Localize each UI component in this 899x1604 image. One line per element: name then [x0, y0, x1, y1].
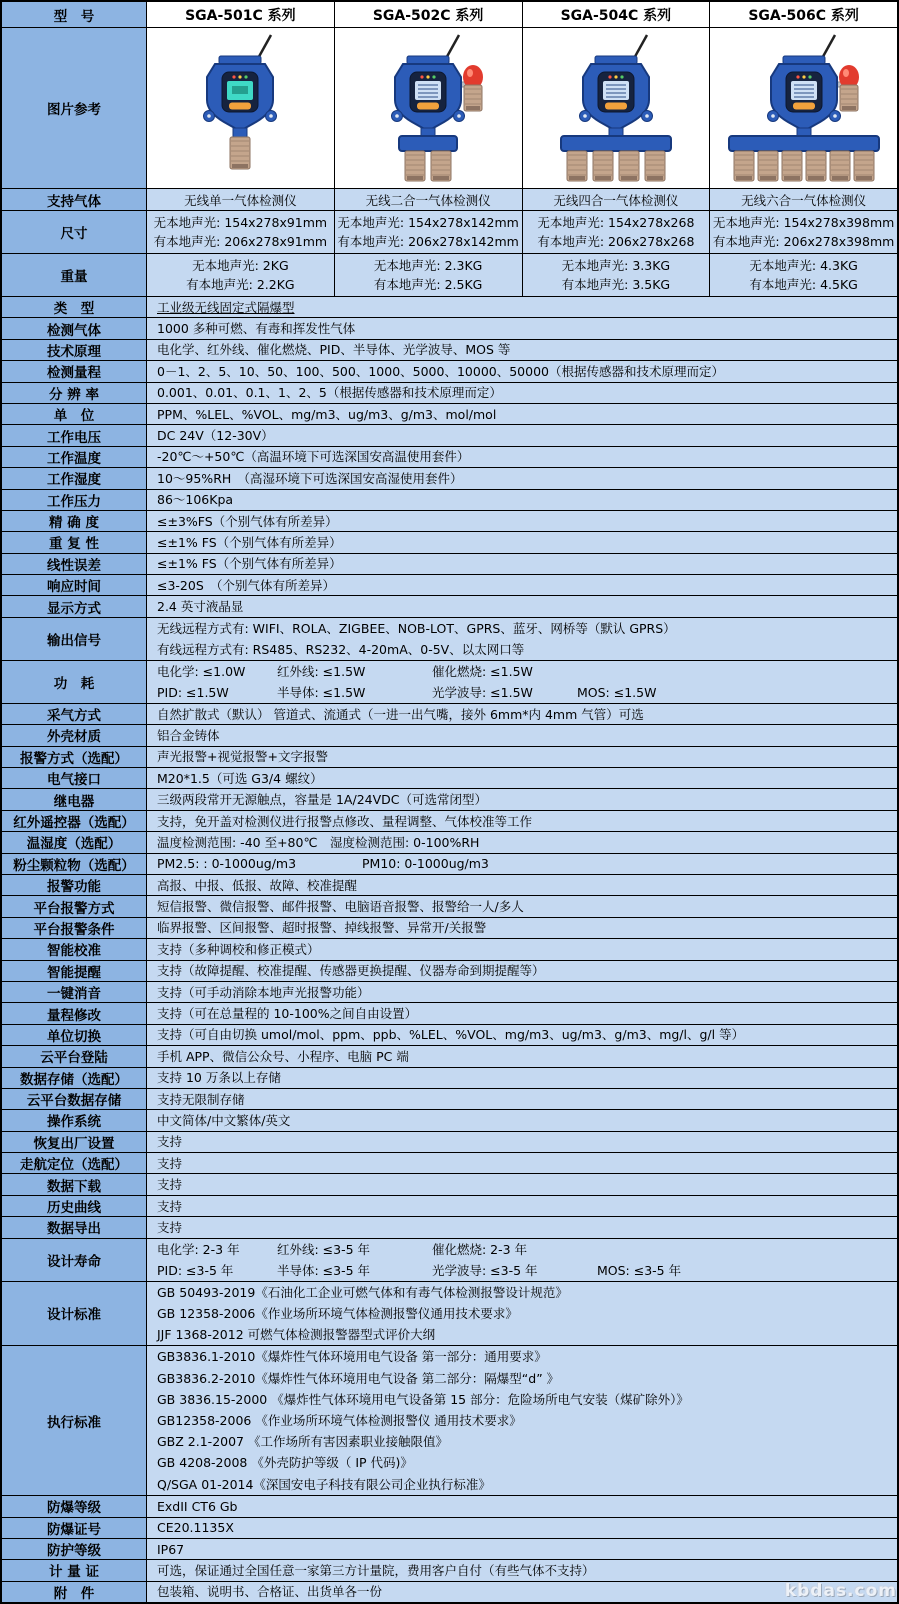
- value-text: M20*1.5（可选 G3/4 螺纹）: [157, 770, 323, 786]
- value-cell: [335, 254, 523, 296]
- row-label: 红外遥控器（选配）: [2, 811, 147, 831]
- value-grid-item: 电化学: ≤1.0W: [157, 663, 246, 679]
- header-row: [2, 2, 897, 27]
- value-text: 支持，免开盖对检测仪进行报警点修改、量程调整、气体校准等工作: [157, 813, 533, 829]
- row-label: 数据导出: [2, 1217, 147, 1237]
- value-text: 自然扩散式（默认） 管道式、流通式（一进一出气嘴，接外 6mm*内 4mm 气管）可选: [157, 706, 644, 722]
- value-cell: [523, 254, 711, 296]
- spec-row: [2, 895, 897, 916]
- spec-row: [2, 210, 897, 253]
- value-text: 支持: [157, 1134, 183, 1150]
- row-label: 外壳材质: [2, 725, 147, 745]
- row-label: 智能提醒: [2, 961, 147, 981]
- row-label: 走航定位（选配）: [2, 1153, 147, 1173]
- value-cell: [147, 254, 335, 296]
- value-text: 10～95%RH （高湿环境下可选深国安高湿使用套件）: [157, 470, 463, 486]
- value-cell: [335, 211, 523, 253]
- spec-row: [2, 1045, 897, 1066]
- watermark: kbdas.com: [784, 1581, 897, 1602]
- value-text: 手机 APP、微信公众号、小程序、电脑 PC 端: [157, 1048, 409, 1064]
- row-label: 报警功能: [2, 875, 147, 895]
- value-text: 声光报警+视觉报警+文字报警: [157, 749, 328, 765]
- row-label: 操作系统: [2, 1110, 147, 1130]
- value-cell: [147, 189, 335, 210]
- header-model-label: 型 号: [2, 2, 147, 27]
- model-header-0: SGA-501C 系列: [147, 2, 335, 27]
- value-cell: [147, 1346, 897, 1495]
- value-cell: [147, 318, 897, 338]
- value-cell: [147, 725, 897, 745]
- row-label: 云平台登陆: [2, 1046, 147, 1066]
- spec-row: [2, 382, 897, 403]
- value-cell: [147, 789, 897, 809]
- value-cell: [147, 361, 897, 381]
- row-label: 量程修改: [2, 1003, 147, 1023]
- value-line: 有本地声光: 2.2KG: [186, 277, 295, 292]
- value-grid-item: 催化燃烧: ≤1.5W: [432, 663, 533, 679]
- row-label: 显示方式: [2, 596, 147, 616]
- value-line: GB3836.1-2010《爆炸性气体环境用电气设备 第一部分：通用要求》: [157, 1349, 547, 1365]
- model-header-2: SGA-504C 系列: [523, 2, 711, 27]
- value-cell: [523, 211, 711, 253]
- value-cell: [147, 854, 897, 874]
- spec-row: [2, 703, 897, 724]
- spec-row: [2, 788, 897, 809]
- row-label: 历史曲线: [2, 1196, 147, 1216]
- value-line: 有本地声光: 3.5KG: [561, 277, 671, 292]
- value-cell: [710, 254, 897, 296]
- spec-row: [2, 746, 897, 767]
- value-cell: [147, 618, 897, 660]
- value-text: 86～106Kpa: [157, 492, 234, 508]
- spec-row: [2, 1152, 897, 1173]
- value-cell: [147, 896, 897, 916]
- value-text: ≤±1% FS（个别气体有所差异）: [157, 556, 342, 572]
- value-line: 有线远程方式有: RS485、RS232、4-20mA、0-5V、以太网口等: [157, 641, 525, 657]
- value-grid-item: PM10: 0-1000ug/m3: [362, 856, 489, 872]
- row-label: 一键消音: [2, 982, 147, 1002]
- value-cell: [147, 661, 897, 703]
- value-line: 无线四合一气体检测仪: [553, 193, 679, 208]
- value-text: PPM、%LEL、%VOL、mg/m3、ug/m3、g/m3、mol/mol: [157, 406, 497, 422]
- value-text: 支持 10 万条以上存储: [157, 1070, 281, 1086]
- value-grid-line: [157, 682, 893, 703]
- value-grid-item: 红外线: ≤3-5 年: [277, 1241, 371, 1257]
- row-label: 执行标准: [2, 1346, 147, 1495]
- value-line: 无本地声光: 154x278x142mm: [337, 215, 519, 230]
- row-label: 单 位: [2, 404, 147, 424]
- value-line: 无本地声光: 4.3KG: [749, 258, 858, 273]
- image-row-label: 图片参考: [2, 28, 147, 188]
- value-line: 无本地声光: 154x278x268: [537, 215, 695, 230]
- spec-row: [2, 724, 897, 745]
- value-text: 0－1、2、5、10、50、100、500、1000、5000、10000、50000（根据传感器和技术原理而定）: [157, 363, 724, 379]
- value-text: 高报、中报、低报、故障、校准提醒: [157, 877, 358, 893]
- model-header-1: SGA-502C 系列: [335, 2, 523, 27]
- value-line: Q/SGA 01-2014《深国安电子科技有限公司企业执行标准》: [157, 1476, 491, 1492]
- value-grid-item: MOS: ≤1.5W: [577, 684, 657, 700]
- spec-row: [2, 1173, 897, 1194]
- spec-row: [2, 424, 897, 445]
- value-cell: [147, 1110, 897, 1130]
- value-line: 有本地声光: 2.5KG: [373, 277, 483, 292]
- value-text: 三级两段常开无源触点，容量是 1A/24VDC（可选常闭型）: [157, 792, 487, 808]
- value-line: GB 3836.15-2000 《爆炸性气体环境用电气设备第 15 部分：危险场所电气安装（煤矿除外）》: [157, 1391, 689, 1407]
- value-text: CE20.1135X: [157, 1520, 234, 1536]
- value-text: 支持（故障提醒、校准提醒、传感器更换提醒、仪器寿命到期提醒等）: [157, 963, 545, 979]
- value-cell: [147, 939, 897, 959]
- spec-row: [2, 981, 897, 1002]
- value-cell: [147, 918, 897, 938]
- value-text: 支持: [157, 1198, 183, 1214]
- spec-row: [2, 531, 897, 552]
- row-label: 智能校准: [2, 939, 147, 959]
- value-cell: [523, 189, 711, 210]
- spec-row: [2, 1345, 897, 1495]
- value-line: 无线六合一气体检测仪: [741, 193, 867, 208]
- value-cell: [147, 596, 897, 616]
- value-line: 无本地声光: 154x278x398mm: [712, 215, 895, 230]
- value-cell: [147, 211, 335, 253]
- spec-row: [2, 188, 897, 210]
- row-label: 类 型: [2, 297, 147, 317]
- value-cell: [147, 768, 897, 788]
- spec-row: [2, 1281, 897, 1346]
- value-line: GBZ 2.1-2007 《工作场所有害因素职业接触限值》: [157, 1434, 448, 1450]
- row-label: 检测气体: [2, 318, 147, 338]
- row-label: 工作温度: [2, 447, 147, 467]
- value-line: 无本地声光: 3.3KG: [561, 258, 671, 273]
- spec-row: [2, 510, 897, 531]
- row-label: 平台报警条件: [2, 918, 147, 938]
- value-line: GB 50493-2019《石油化工企业可燃气体和有毒气体检测报警设计规范》: [157, 1284, 568, 1300]
- value-cell: [147, 404, 897, 424]
- value-text: 临界报警、区间报警、超时报警、掉线报警、异常开/关报警: [157, 920, 487, 936]
- sga-504c-detector-image-cell: [523, 28, 711, 188]
- spec-row: [2, 810, 897, 831]
- value-cell: [147, 1496, 897, 1516]
- value-text: 中文简体/中文繁体/英文: [157, 1112, 291, 1128]
- value-cell: [147, 511, 897, 531]
- value-text: 1000 多种可燃、有毒和挥发性气体: [157, 321, 356, 337]
- value-text: 温度检测范围: -40 至+80℃ 湿度检测范围: 0-100%RH: [157, 834, 480, 850]
- value-text: 支持: [157, 1177, 183, 1193]
- value-text: 铝合金铸体: [157, 727, 220, 743]
- value-line: GB 4208-2008 《外壳防护等级（ IP 代码)》: [157, 1455, 413, 1471]
- row-label: 防爆证号: [2, 1518, 147, 1538]
- value-grid-line: [157, 1260, 893, 1281]
- row-label: 防爆等级: [2, 1496, 147, 1516]
- row-label: 单位切换: [2, 1025, 147, 1045]
- row-label: 工作压力: [2, 490, 147, 510]
- spec-row: [2, 1067, 897, 1088]
- value-text: 工业级无线固定式隔爆型: [157, 299, 295, 315]
- row-label: 支持气体: [2, 189, 147, 210]
- spec-row: [2, 1002, 897, 1023]
- spec-row: [2, 339, 897, 360]
- spec-row: [2, 253, 897, 296]
- value-line: 无线二合一气体检测仪: [365, 193, 491, 208]
- value-cell: [147, 747, 897, 767]
- value-grid-line: [157, 661, 893, 682]
- value-grid-item: PID: ≤3-5 年: [157, 1262, 234, 1278]
- value-grid-item: [597, 1239, 893, 1260]
- value-line: 有本地声光: 206x278x398mm: [712, 234, 895, 249]
- row-label: 采气方式: [2, 704, 147, 724]
- value-text: 可选，保证通过全国任意一家第三方计量院，费用客户自付（有些气体不支持）: [157, 1563, 595, 1578]
- value-line: 无本地声光: 154x278x91mm: [153, 215, 328, 230]
- row-label: 工作湿度: [2, 468, 147, 488]
- row-label: 功 耗: [2, 661, 147, 703]
- value-line: 有本地声光: 206x278x268: [537, 234, 695, 249]
- row-label: 重 复 性: [2, 532, 147, 552]
- sga-502c-detector-image: [335, 32, 521, 185]
- spec-row: [2, 553, 897, 574]
- value-cell: [147, 340, 897, 360]
- value-grid-item: 半导体: ≤3-5 年: [277, 1262, 371, 1278]
- value-line: GB3836.2-2010《爆炸性气体环境用电气设备 第二部分：隔爆型“d” 》: [157, 1370, 560, 1386]
- value-cell: [147, 1282, 897, 1346]
- value-cell: [147, 468, 897, 488]
- spec-row: [2, 1495, 897, 1516]
- value-cell: [710, 211, 897, 253]
- value-grid-item: 催化燃烧: 2-3 年: [432, 1241, 528, 1257]
- value-cell: [147, 425, 897, 445]
- spec-row: [2, 467, 897, 488]
- row-label: 继电器: [2, 789, 147, 809]
- image-row: [2, 27, 897, 188]
- spec-row: [2, 1216, 897, 1237]
- value-grid-item: PM2.5: : 0-1000ug/m3: [157, 856, 297, 872]
- value-line: 无线单一气体检测仪: [184, 193, 297, 208]
- value-text: 支持（多种调校和修正模式）: [157, 941, 320, 957]
- value-cell: [335, 189, 523, 210]
- value-line: 无线远程方式有: WIFI、ROLA、ZIGBEE、NOB-LOT、GPRS、蓝牙、网桥等（默认 GPRS）: [157, 620, 676, 636]
- row-label: 恢复出厂设置: [2, 1132, 147, 1152]
- value-cell: [147, 1560, 897, 1580]
- row-label: 设计寿命: [2, 1239, 147, 1281]
- value-line: 无本地声光: 2KG: [192, 258, 289, 273]
- value-cell: [147, 1089, 897, 1109]
- value-text: ExdII CT6 Gb: [157, 1498, 238, 1514]
- spec-row: [2, 1024, 897, 1045]
- spec-row: [2, 1195, 897, 1216]
- value-cell: [147, 704, 897, 724]
- value-cell: [147, 1518, 897, 1538]
- value-line: GB 12358-2006《作业场所环境气体检测报警仪通用技术要求》: [157, 1305, 518, 1321]
- row-label: 技术原理: [2, 340, 147, 360]
- row-label: 精 确 度: [2, 511, 147, 531]
- value-cell: [147, 961, 897, 981]
- row-label: 重量: [2, 254, 147, 296]
- value-cell: [147, 1174, 897, 1194]
- value-text: 支持（可自由切换 umol/mol、ppm、ppb、%LEL、%VOL、mg/m3、ug/m3、g/m3、mg/l、g/l 等）: [157, 1027, 745, 1043]
- spec-row: [2, 617, 897, 660]
- value-cell: [147, 1196, 897, 1216]
- value-grid-item: 光学波导: ≤3-5 年: [432, 1262, 538, 1278]
- value-text: ≤3-20S （个别气体有所差异）: [157, 577, 336, 593]
- spec-row: [2, 874, 897, 895]
- row-label: 附 件: [2, 1582, 147, 1602]
- row-label: 数据存储（选配）: [2, 1068, 147, 1088]
- value-cell: [710, 189, 897, 210]
- spec-row: [2, 853, 897, 874]
- spec-row: [2, 317, 897, 338]
- row-label: 粉尘颗粒物（选配）: [2, 854, 147, 874]
- row-label: 数据下载: [2, 1174, 147, 1194]
- spec-row: [2, 1517, 897, 1538]
- value-cell: [147, 490, 897, 510]
- value-grid-item: MOS: ≤3-5 年: [597, 1262, 682, 1278]
- value-text: 短信报警、微信报警、邮件报警、电脑语音报警、报警给一人/多人: [157, 899, 524, 915]
- value-text: 2.4 英寸液晶显: [157, 599, 244, 615]
- value-cell: [147, 982, 897, 1002]
- spec-row: [2, 1238, 897, 1281]
- value-line: 有本地声光: 4.5KG: [749, 277, 858, 292]
- spec-row: [2, 960, 897, 981]
- value-cell: [147, 575, 897, 595]
- spec-row: [2, 296, 897, 317]
- spec-row: [2, 767, 897, 788]
- value-text: ≤±3%FS（个别气体有所差异）: [157, 513, 338, 529]
- value-cell: [147, 1132, 897, 1152]
- value-line: 有本地声光: 206x278x91mm: [153, 234, 328, 249]
- value-text: 支持（可在总量程的 10-100%之间自由设置）: [157, 1006, 418, 1022]
- sga-502c-detector-image-cell: [335, 28, 523, 188]
- spec-row: [2, 831, 897, 852]
- spec-row: [2, 1559, 897, 1580]
- value-cell: [147, 1153, 897, 1173]
- sga-504c-detector-image: [523, 32, 709, 185]
- value-cell: [147, 1539, 897, 1559]
- spec-row: [2, 1088, 897, 1109]
- spec-row: [2, 489, 897, 510]
- value-text: 支持无限制存储: [157, 1091, 245, 1107]
- value-text: 包装箱、说明书、合格证、出货单各一份: [157, 1584, 383, 1600]
- value-cell: [147, 1239, 897, 1281]
- spec-row: [2, 1109, 897, 1130]
- value-cell: [147, 1025, 897, 1045]
- value-grid-item: [577, 661, 893, 682]
- row-label: 输出信号: [2, 618, 147, 660]
- row-label: 计 量 证: [2, 1560, 147, 1580]
- value-grid-item: PID: ≤1.5W: [157, 684, 229, 700]
- spec-row: [2, 1538, 897, 1559]
- sga-501c-detector-image: [147, 32, 333, 185]
- value-grid-item: 光学波导: ≤1.5W: [432, 684, 533, 700]
- row-label: 温湿度（选配）: [2, 832, 147, 852]
- row-label: 设计标准: [2, 1282, 147, 1346]
- spec-row: [2, 360, 897, 381]
- value-cell: [147, 554, 897, 574]
- value-cell: [147, 1003, 897, 1023]
- spec-row: [2, 1581, 897, 1602]
- value-text: 支持（可手动消除本地声光报警功能）: [157, 984, 370, 1000]
- spec-row: [2, 1131, 897, 1152]
- value-text: ≤±1% FS（个别气体有所差异）: [157, 535, 342, 550]
- value-cell: [147, 297, 897, 317]
- row-label: 尺寸: [2, 211, 147, 253]
- value-text: 支持: [157, 1219, 183, 1235]
- row-label: 分 辨 率: [2, 383, 147, 403]
- value-text: 电化学、红外线、催化燃烧、PID、半导体、光学波导、MOS 等: [157, 342, 511, 358]
- value-cell: [147, 832, 897, 852]
- spec-row: [2, 938, 897, 959]
- value-cell: [147, 447, 897, 467]
- value-line: GB12358-2006 《作业场所环境气体检测报警仪 通用技术要求》: [157, 1413, 522, 1429]
- spec-row: [2, 403, 897, 424]
- value-line: JJF 1368-2012 可燃气体检测报警器型式评价大纲: [157, 1326, 436, 1342]
- value-grid-line: [157, 1239, 893, 1260]
- value-text: IP67: [157, 1541, 185, 1557]
- row-label: 线性误差: [2, 554, 147, 574]
- value-cell: [147, 1068, 897, 1088]
- value-line: 无本地声光: 2.3KG: [373, 258, 483, 273]
- value-text: -20℃～+50℃（高温环境下可选深国安高温使用套件）: [157, 449, 470, 465]
- spec-row: [2, 595, 897, 616]
- row-label: 工作电压: [2, 425, 147, 445]
- spec-row: [2, 446, 897, 467]
- value-text: DC 24V（12-30V）: [157, 428, 274, 444]
- value-cell: [147, 1046, 897, 1066]
- row-label: 云平台数据存储: [2, 1089, 147, 1109]
- value-cell: [147, 811, 897, 831]
- sga-506c-detector-image-cell: [710, 28, 897, 188]
- value-cell: [147, 532, 897, 552]
- value-cell: [147, 875, 897, 895]
- model-header-3: SGA-506C 系列: [710, 2, 897, 27]
- row-label: 平台报警方式: [2, 896, 147, 916]
- value-grid-line: [157, 854, 893, 874]
- sga-506c-detector-image: [711, 32, 897, 185]
- row-label: 防护等级: [2, 1539, 147, 1559]
- row-label: 电气接口: [2, 768, 147, 788]
- sga-501c-detector-image-cell: [147, 28, 335, 188]
- value-line: 有本地声光: 206x278x142mm: [337, 234, 519, 249]
- value-text: 支持: [157, 1155, 183, 1171]
- value-text: 0.001、0.01、0.1、1、2、5（根据传感器和技术原理而定）: [157, 385, 502, 401]
- value-cell: [147, 1217, 897, 1237]
- value-grid-item: 红外线: ≤1.5W: [277, 663, 366, 679]
- spec-row: [2, 917, 897, 938]
- value-grid-item: 半导体: ≤1.5W: [277, 684, 366, 700]
- row-label: 响应时间: [2, 575, 147, 595]
- spec-row: [2, 574, 897, 595]
- spec-row: [2, 660, 897, 703]
- value-grid-item: 电化学: 2-3 年: [157, 1241, 240, 1257]
- row-label: 报警方式（选配）: [2, 747, 147, 767]
- row-label: 检测量程: [2, 361, 147, 381]
- value-cell: [147, 383, 897, 403]
